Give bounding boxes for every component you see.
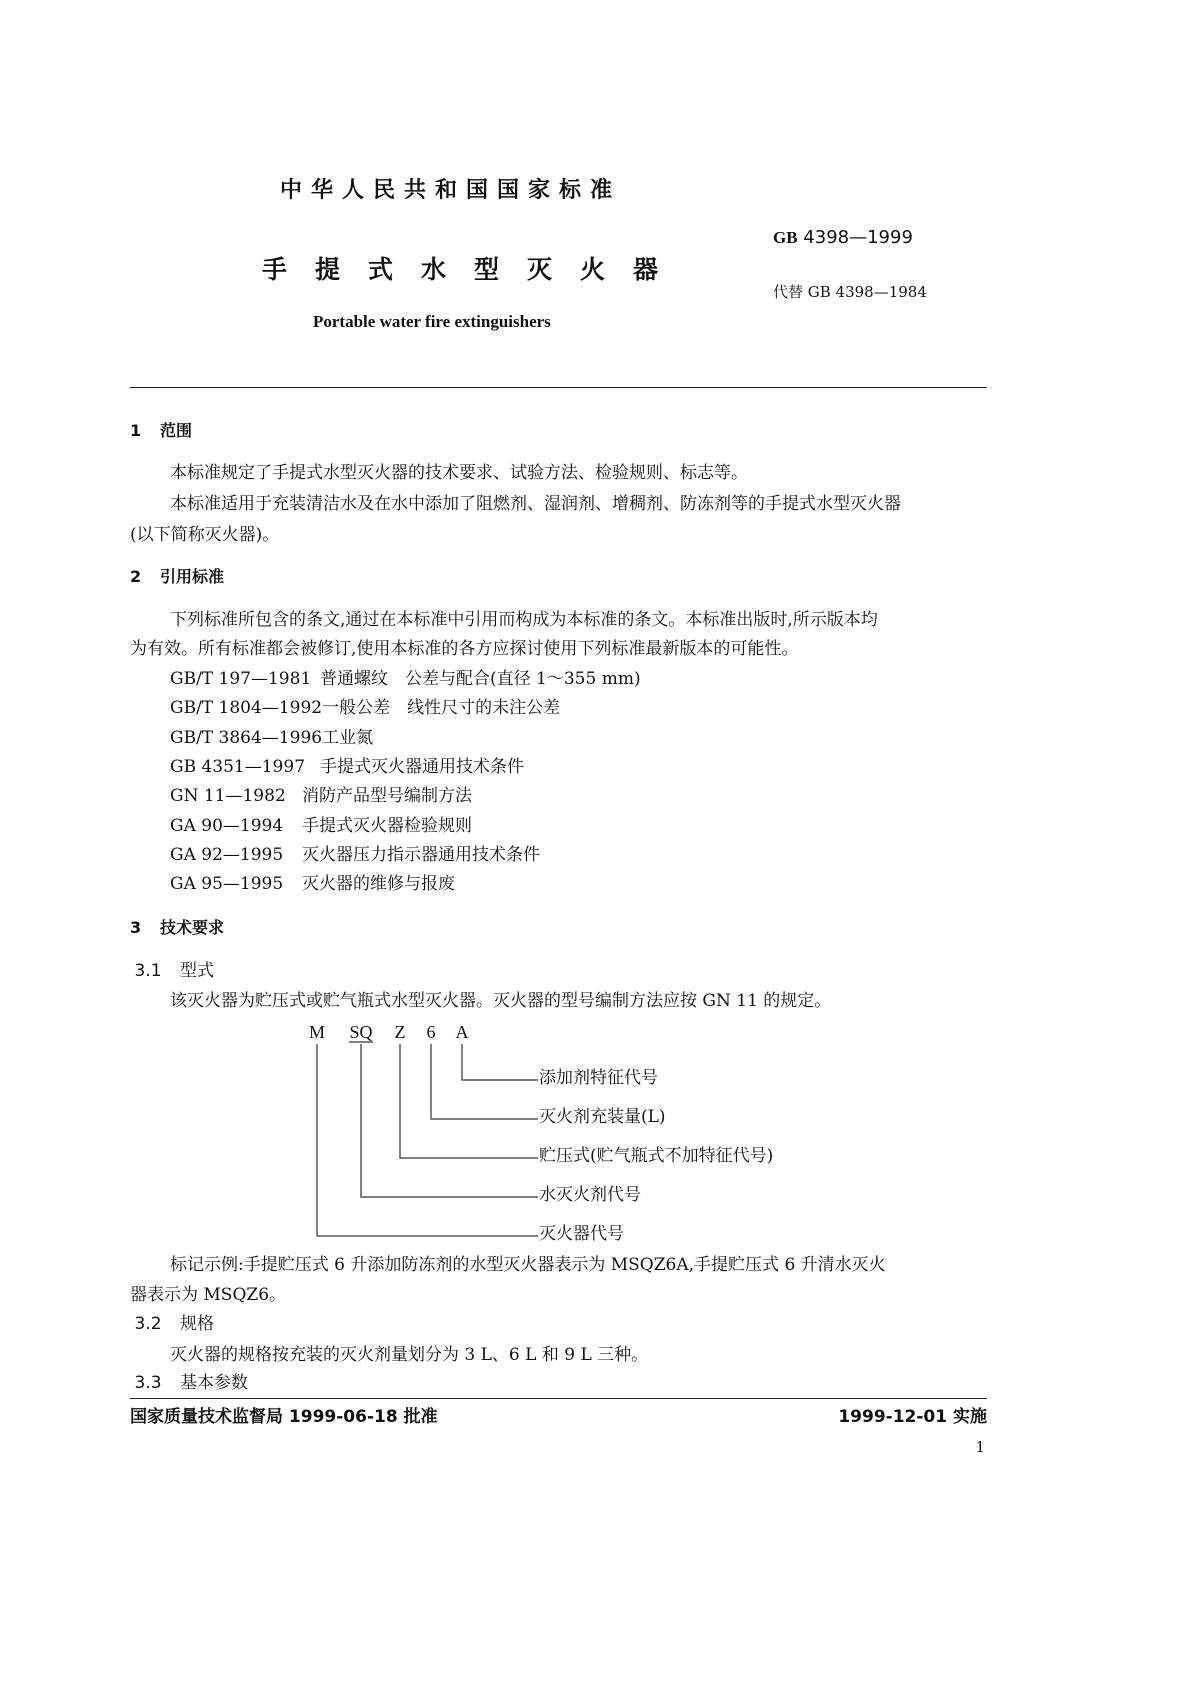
paragraph: 该灭火器为贮压式或贮气瓶式水型灭火器。灭火器的型号编制方法应按 GN 11 的规定。 [170, 991, 832, 1011]
subsection-3-2-heading [116, 1316, 214, 1333]
approval-date: 国家质量技术监督局 1999-06-18 批准 [130, 1407, 438, 1427]
model-code-part: A [455, 1022, 469, 1042]
reference-code: GB/T 1804—1992 [170, 698, 323, 719]
section-number: 2 [130, 567, 142, 586]
reference-code: GB 4351—1997 [170, 756, 306, 777]
section-title: 范围 [160, 421, 193, 440]
page-number: 1 [975, 1438, 985, 1456]
reference-code: GB/T 197—1981 [170, 669, 312, 689]
model-code-label: 水灭火剂代号 [539, 1185, 641, 1205]
subsection-title: 型式 [180, 961, 214, 981]
subsection-title: 基本参数 [180, 1373, 248, 1393]
reference-title: 灭火器压力指示器通用技术条件 [302, 844, 540, 865]
connector-line [431, 1044, 538, 1119]
code-number: 4398—1999 [803, 227, 913, 248]
reference-title: 一般公差 线性尺寸的未注公差 [322, 698, 561, 719]
reference-code: GA 90—1994 [170, 815, 284, 836]
subsection-title: 规格 [180, 1314, 214, 1334]
reference-title: 手提式灭火器检验规则 [302, 815, 472, 836]
paragraph: 本标准适用于充装清洁水及在水中添加了阻燃剂、湿润剂、增稠剂、防冻剂等的手提式水型灭火器 [170, 494, 901, 514]
connector-line [361, 1044, 538, 1197]
paragraph: (以下简称灭火器)。 [130, 525, 280, 545]
subsection-number: 3.1 [134, 961, 162, 981]
model-code-label: 添加剂特征代号 [539, 1068, 658, 1088]
model-code-part: SQ [349, 1022, 373, 1042]
connector-line [400, 1044, 538, 1158]
reference-title: 灭火器的维修与报废 [302, 874, 455, 895]
connector-line [317, 1044, 538, 1236]
model-code-label: 灭火剂充装量(L) [539, 1107, 666, 1127]
reference-title: 手提式灭火器通用技术条件 [320, 756, 524, 777]
section-title: 技术要求 [160, 918, 225, 937]
effective-date: 1999-12-01 实施 [838, 1407, 987, 1427]
model-code-label: 贮压式(贮气瓶式不加特征代号) [539, 1146, 774, 1166]
document-title: 手提式水型灭火器 [262, 255, 687, 284]
reference-title: 工业氮 [322, 727, 374, 748]
subsection-3-3-heading [116, 1375, 248, 1392]
footer-rule [130, 1398, 987, 1399]
model-code-part: 6 [426, 1022, 436, 1042]
replaces-note: 代替 GB 4398—1984 [773, 283, 927, 301]
subsection-number: 3.3 [134, 1373, 162, 1393]
model-code-part: M [308, 1022, 326, 1042]
section-number: 3 [130, 918, 142, 937]
code-prefix: GB [773, 228, 798, 247]
section-title: 引用标准 [160, 567, 225, 586]
paragraph: 标记示例:手提贮压式 6 升添加防冻剂的水型灭火器表示为 MSQZ6A,手提贮压式 6 升清水灭火 [170, 1255, 886, 1275]
paragraph: 灭火器的规格按充装的灭火剂量划分为 3 L、6 L 和 9 L 三种。 [170, 1345, 649, 1365]
reference-title: 普通螺纹 公差与配合(直径 1～355 mm) [320, 669, 641, 689]
paragraph: 器表示为 MSQZ6。 [130, 1285, 287, 1305]
section-number: 1 [130, 421, 142, 440]
paragraph: 为有效。所有标准都会被修订,使用本标准的各方应探讨使用下列标准最新版本的可能性。 [130, 639, 799, 659]
reference-title: 消防产品型号编制方法 [302, 786, 472, 807]
reference-code: GA 92—1995 [170, 844, 284, 865]
subsection-number: 3.2 [134, 1314, 162, 1334]
reference-code: GB/T 3864—1996 [170, 727, 323, 748]
national-standard-heading: 中华人民共和国国家标准 [280, 178, 622, 203]
paragraph: 本标准规定了手提式水型灭火器的技术要求、试验方法、检验规则、标志等。 [170, 463, 748, 483]
reference-code: GA 95—1995 [170, 874, 284, 895]
english-title: Portable water fire extinguishers [313, 312, 551, 331]
model-code-part: Z [394, 1022, 406, 1042]
reference-code: GN 11—1982 [170, 786, 286, 807]
model-code-label: 灭火器代号 [539, 1224, 624, 1244]
paragraph: 下列标准所包含的条文,通过在本标准中引用而构成为本标准的条文。本标准出版时,所示版本均 [170, 610, 878, 630]
connector-line [462, 1044, 538, 1080]
